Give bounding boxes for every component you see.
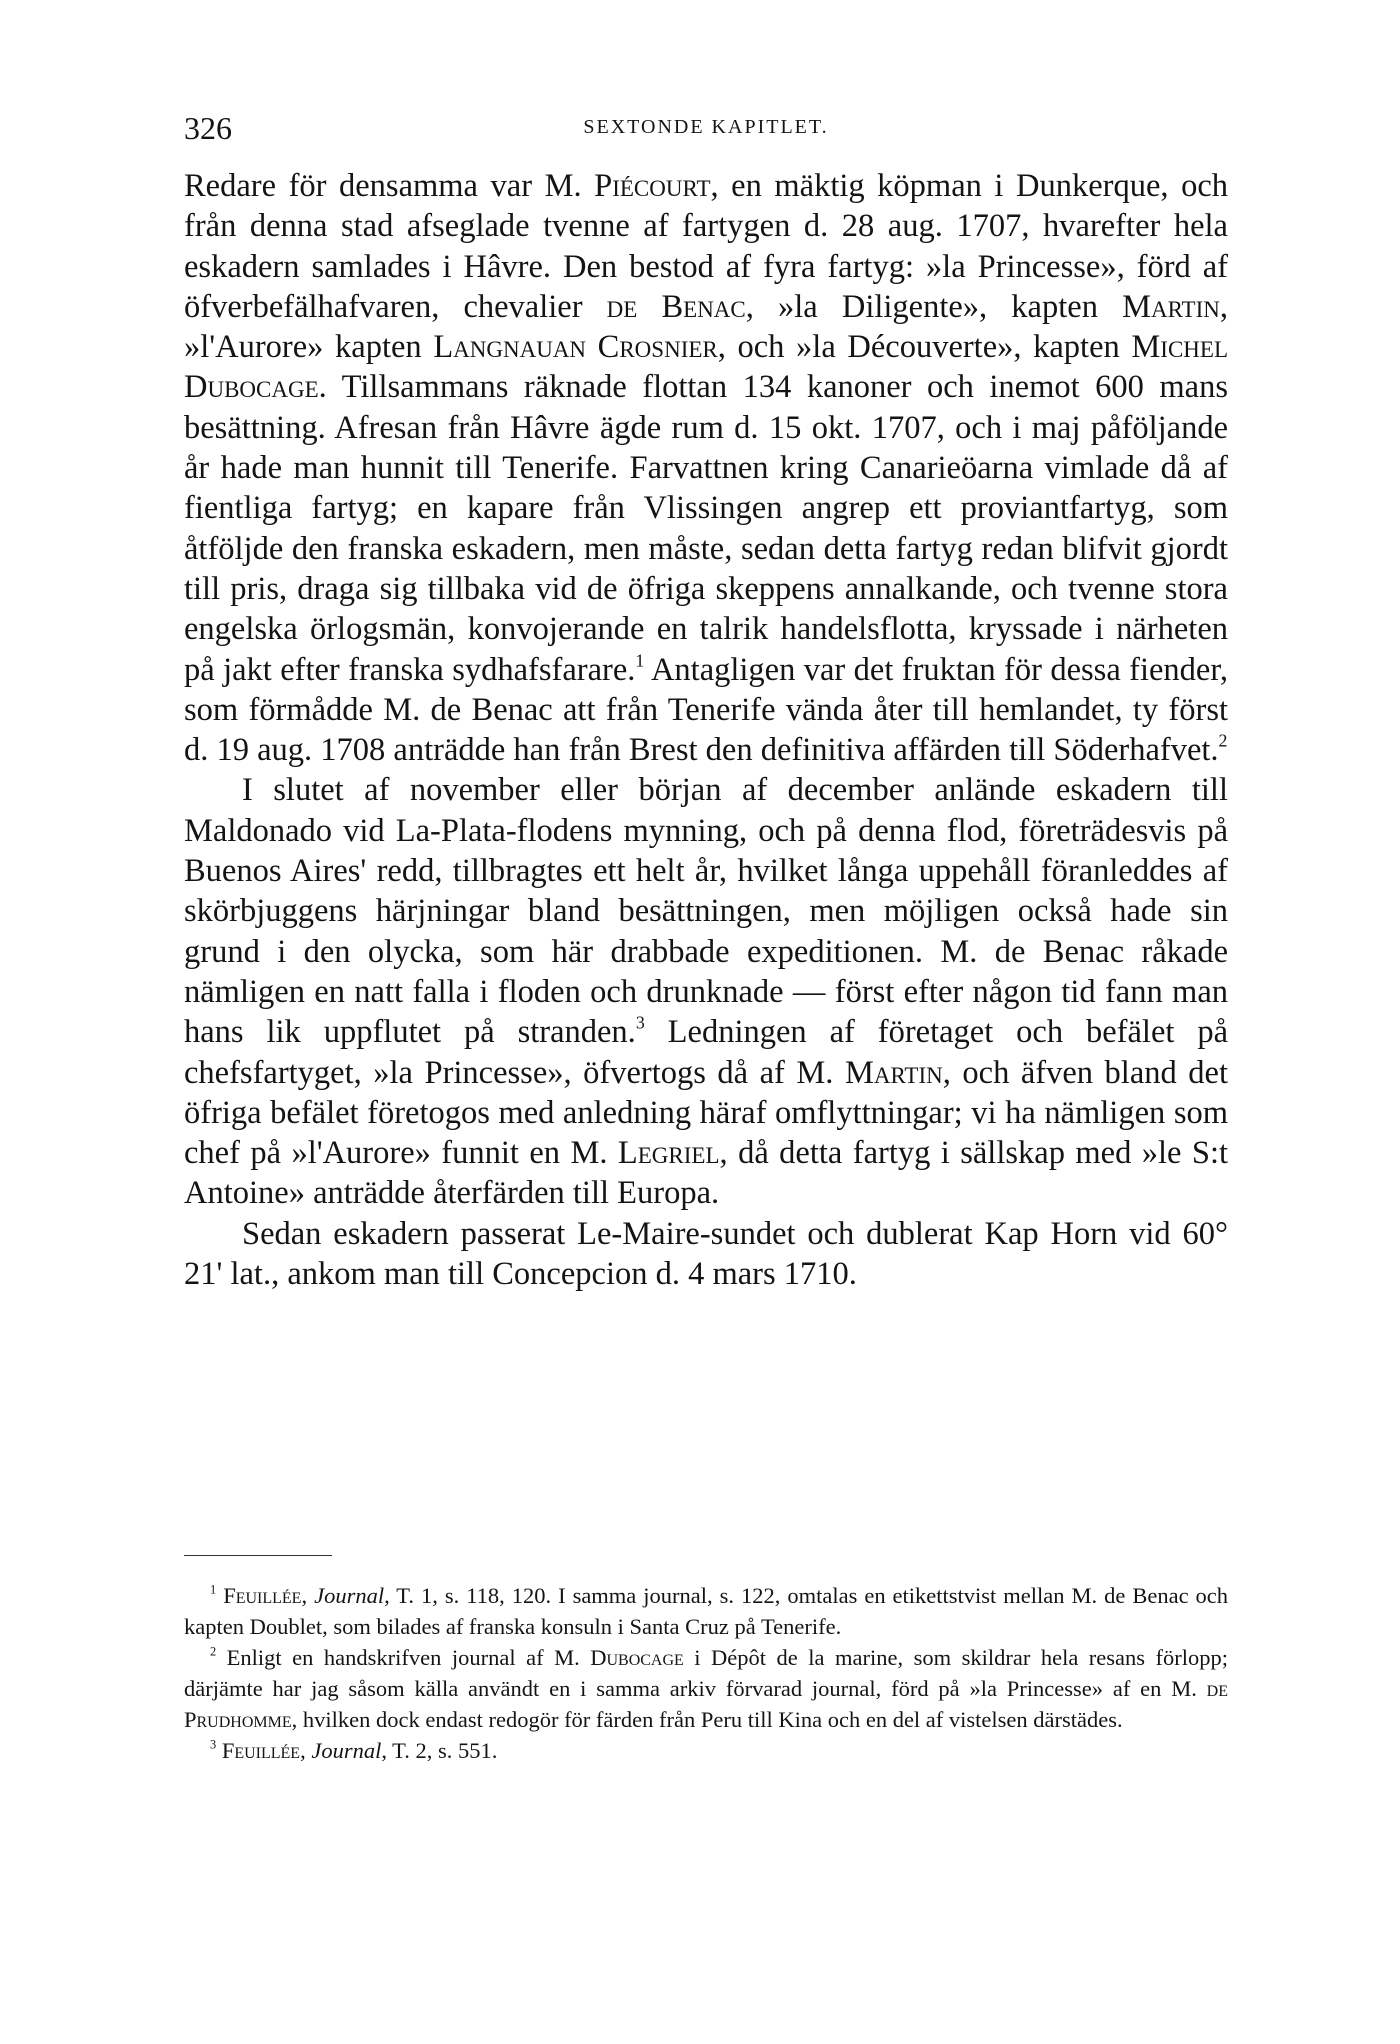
italic-text: Journal xyxy=(311,1738,382,1763)
footnote-marker: 2 xyxy=(1218,730,1228,751)
footnote-marker: 3 xyxy=(635,1012,645,1033)
small-caps-name: Feuillée xyxy=(221,1738,301,1763)
text-run: I slutet af november eller början af december anlände eskadern till Maldonado vid La-Plata-flodens mynning, och på denna flod, företrädesvis på Buenos Aires' redd, tillbragtes ett helt år, hvilket långa uppehåll föranleddes af skörbjuggens härjningar bland besättningen, men möjligen också hade sin grund i den olycka, som här drabbade expeditionen. M. de Benac råkade nämligen en natt falla i floden och drunknade — först efter någon tid fann man hans lik uppflutet på stranden. xyxy=(184,772,1228,1051)
small-caps-name: Legriel xyxy=(617,1135,720,1172)
text-run: . Tillsammans räknade flottan 134 kanoner och inemot 600 mans besättning. Afresan från Hâvre ägde rum d. 15 okt. 1707, och i maj påföljande år hade man hunnit till Tenerife. Farvattnen kring Canarieöarna vimlade då af fientliga fartyg; en kapare från Vlissingen angrep ett proviantfartyg, som åtföljde den franska eskadern, men måste, sedan detta fartyg redan blifvit gjordt till pris, draga sig tillbaka vid de öfriga skeppens annalkande, och tvenne stora engelska örlogsmän, konvojerande en talrik handelsflotta, kryssade i närheten på jakt efter franska sydhafsfarare. xyxy=(184,369,1228,688)
footnote-3 xyxy=(184,1735,1228,1766)
text-run: , då detta fartyg i sällskap med »le S:t Antoine» anträdde återfärden till Europa. xyxy=(184,1135,1229,1212)
small-caps-name: Michel Dubocage xyxy=(184,329,1228,406)
text-run: , och äfven bland det öfriga befälet företogos med anledning häraf omflyttningar; vi ha nämligen som chef på »l'Aurore» funnit en M. xyxy=(184,1054,1228,1172)
text-run: , hvilken dock endast redogör för färden från Peru till Kina och en del af vistelsen därstädes. xyxy=(291,1707,1123,1732)
text-run: , T. 2, s. 551. xyxy=(381,1738,498,1763)
small-caps-name: Martin xyxy=(1122,288,1220,325)
body-text xyxy=(184,166,1228,1294)
text-run: , »l'Aurore» kapten xyxy=(184,288,1228,366)
footnote-marker: 1 xyxy=(210,1582,217,1597)
paragraph-3 xyxy=(184,1214,1228,1295)
small-caps-name: Martin xyxy=(844,1054,943,1091)
text-run: i Dépôt de la marine, som skildrar hela resans förlopp; därjämte har jag såsom källa användt en i samma arkiv förvarad journal, förd på »la Princesse» af en M. xyxy=(184,1645,1229,1701)
text-run: Antagligen var det fruktan för dessa fiender, som förmådde M. de Benac att från Tenerife vända åter till hemlandet, ty först d. 19 aug. 1708 anträdde han från Brest den definitiva affärden till Söderhafvet. xyxy=(184,651,1229,769)
italic-text: Journal xyxy=(314,1583,385,1608)
footnote-marker: 3 xyxy=(210,1737,217,1752)
small-caps-name: de Benac xyxy=(606,288,746,325)
page-number: 326 xyxy=(184,110,232,146)
small-caps-name: de Prudhomme xyxy=(184,1676,1228,1732)
footnote-marker: 1 xyxy=(635,650,645,671)
text-run: , »la Diligente», kapten xyxy=(745,288,1123,325)
footnotes xyxy=(184,1580,1228,1766)
footnote-1 xyxy=(184,1580,1228,1642)
text-run: , och »la Découverte», kapten xyxy=(717,329,1132,366)
text-run: , en mäktig köpman i Dunkerque, och från denna stad afseglade tvenne af fartygen d. 28 aug. 1707, hvarefter hela eskadern samlades i Hâvre. Den bestod af fyra fartyg: »la Princesse», förd af öfverbefälhafvaren, chevalier xyxy=(184,168,1228,325)
running-head: SEXTONDE KAPITLET. xyxy=(583,116,829,138)
small-caps-name: Feuillée xyxy=(223,1583,302,1608)
small-caps-name: Dubocage xyxy=(590,1645,684,1670)
footnote-rule xyxy=(184,1555,332,1556)
text-run: , xyxy=(300,1738,312,1763)
small-caps-name: Langnauan Crosnier xyxy=(433,329,718,366)
text-run: Enligt en handskrifven journal af M. xyxy=(216,1645,591,1670)
text-run: , xyxy=(301,1583,315,1608)
footnote-marker: 2 xyxy=(210,1644,217,1659)
paragraph-2 xyxy=(184,770,1228,1213)
small-caps-name: Piécourt xyxy=(594,168,711,204)
text-run: Ledningen af företaget och befälet på chefsfartyget, »la Princesse», öfvertogs då af M. xyxy=(184,1014,1228,1091)
text-run: Sedan eskadern passerat Le-Maire-sundet och dublerat Kap Horn vid 60° 21' lat., ankom man till Concepcion d. 4 mars 1710. xyxy=(184,1215,1228,1293)
paragraph-1 xyxy=(184,166,1228,770)
text-run: , T. 1, s. 118, 120. I samma journal, s. 122, omtalas en etikettstvist mellan M. de Benac och kapten Doublet, som bilades af franska konsuln i Santa Cruz på Tenerife. xyxy=(184,1583,1229,1639)
footnote-2 xyxy=(184,1642,1228,1735)
text-run: Redare för densamma var M. xyxy=(184,168,595,204)
page-header xyxy=(184,110,1228,150)
